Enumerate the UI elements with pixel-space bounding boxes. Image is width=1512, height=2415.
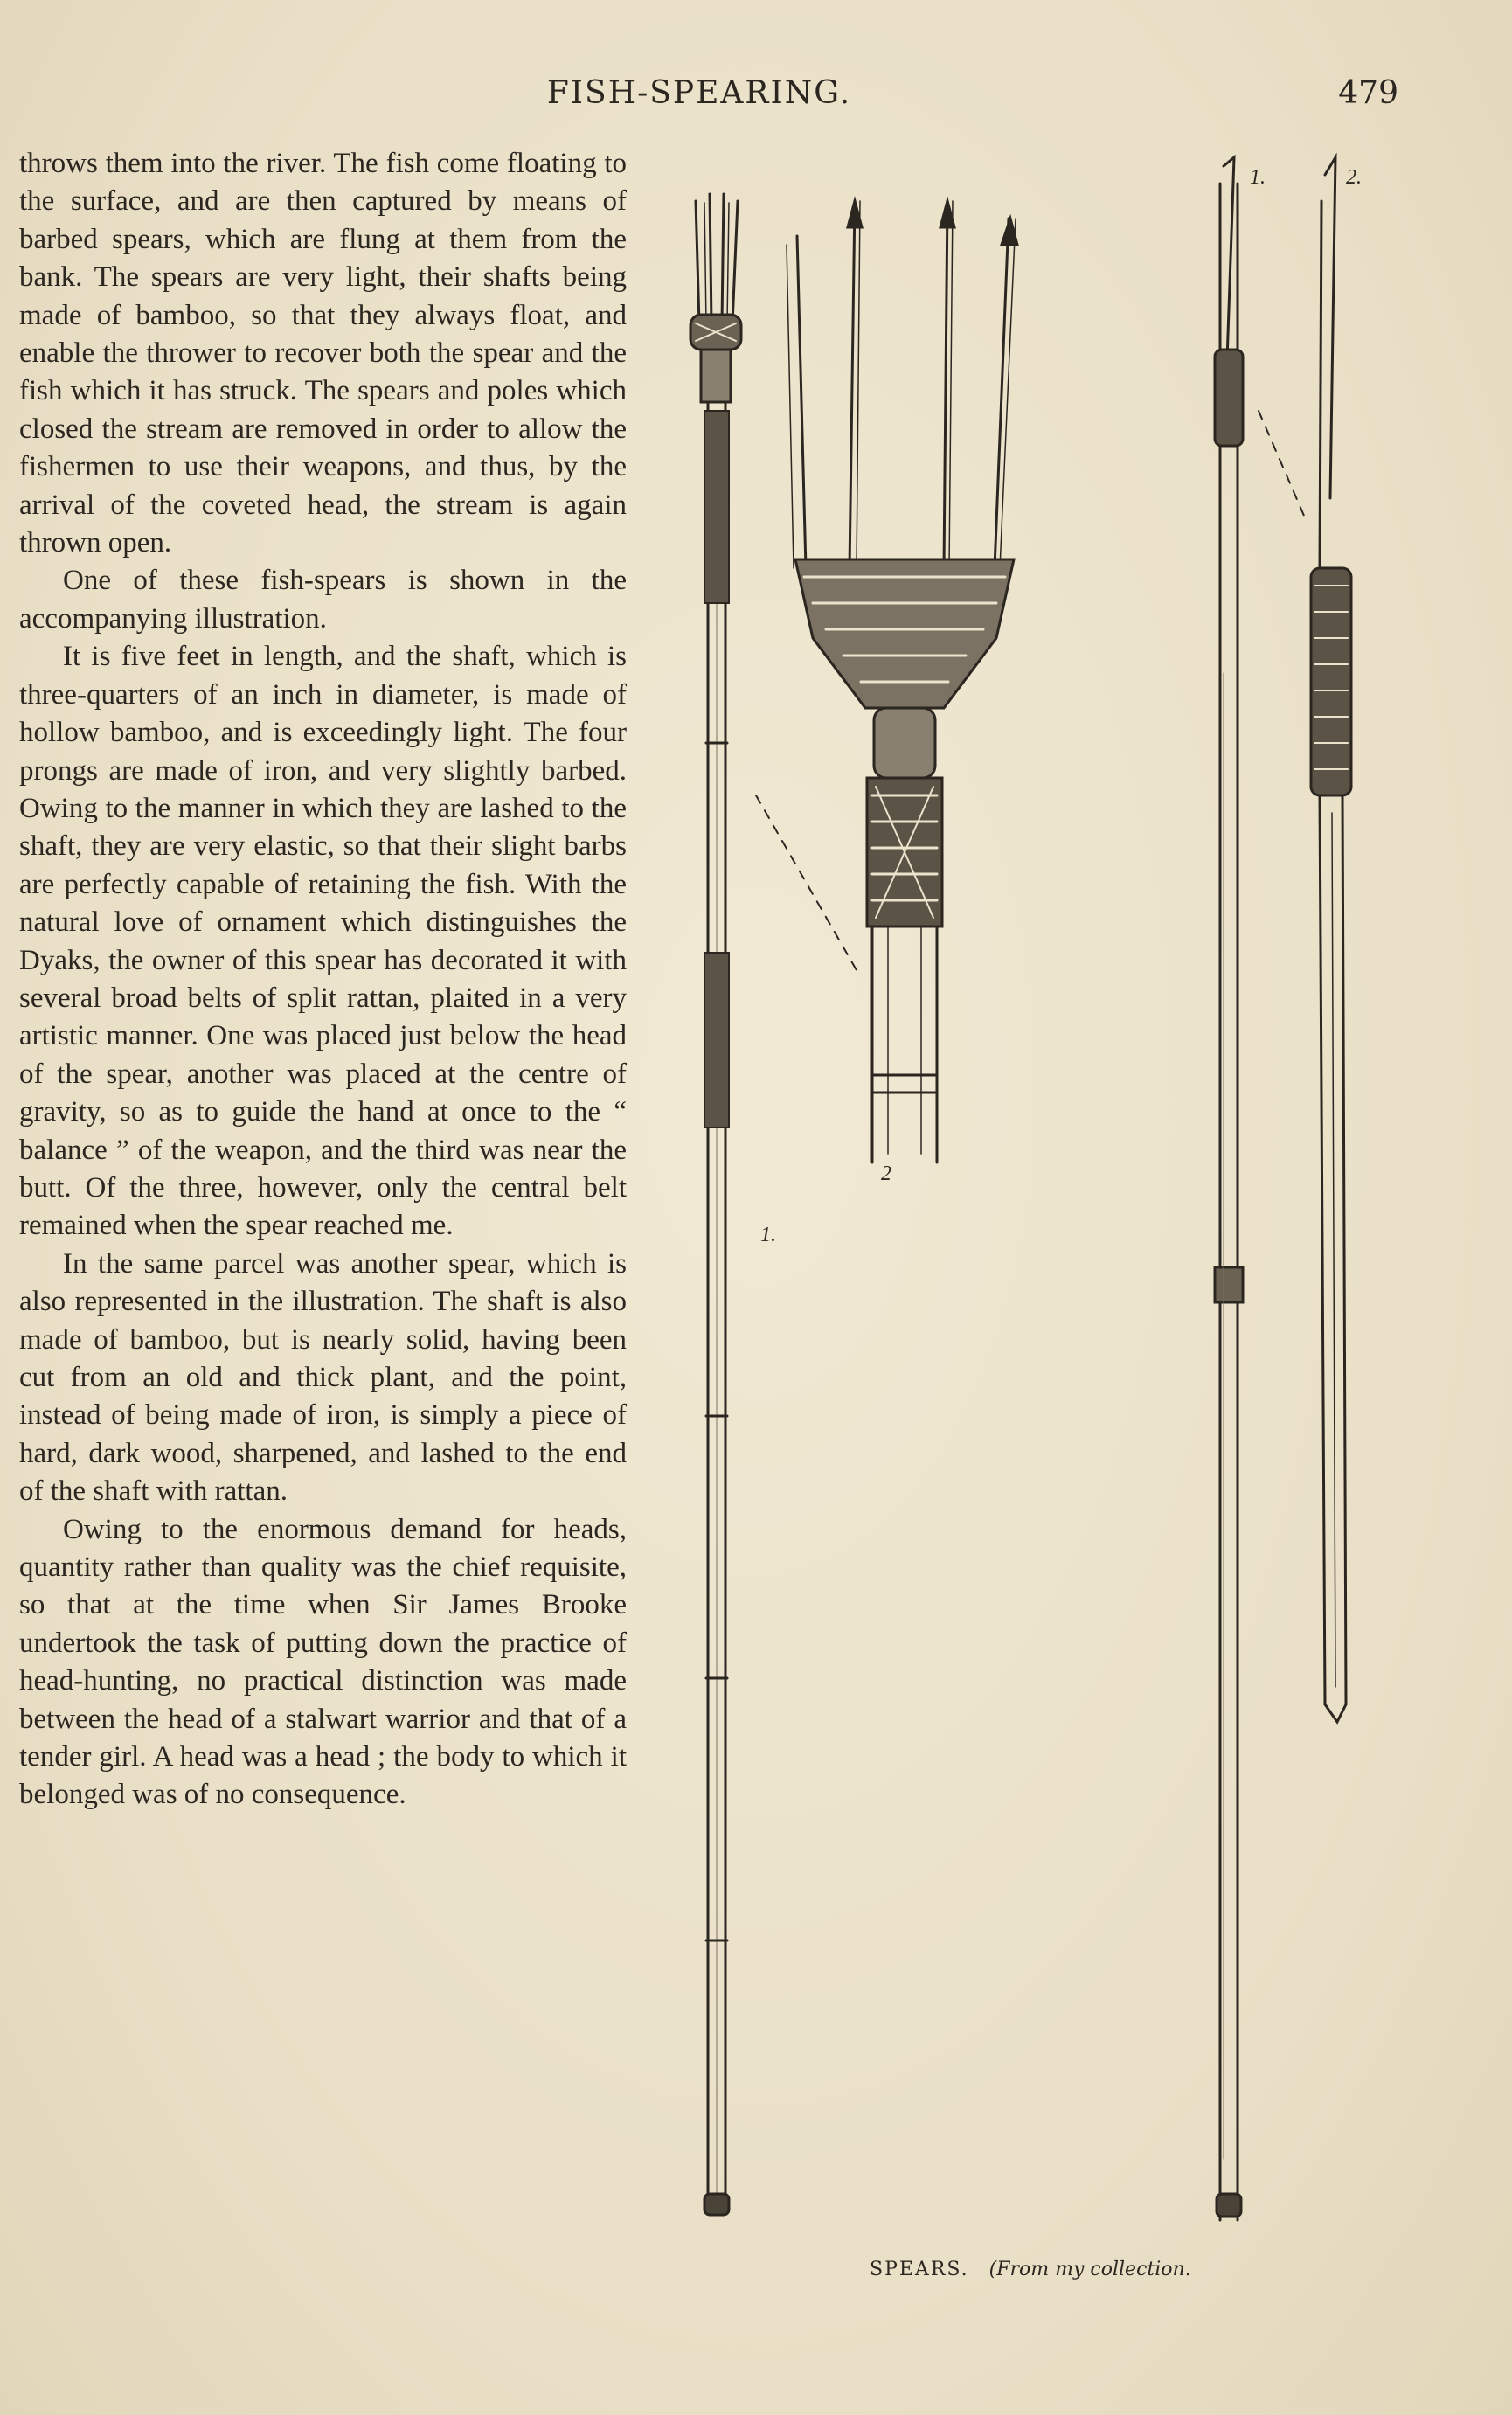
spear-2-head-detail [1259,157,1351,1722]
paragraph-2: One of these fish-spears is shown in the accompanying illustration. [19,565,627,635]
label-detail: 2 [881,1162,891,1185]
body-text-column [19,145,627,1815]
paragraph-1: throws them into the river. The fish come floating to the surface, and are then captured by means of barbed spears, which are flung at them from the bank. The spears are very light, their shafts being made of bamboo, so that they always float, and enable the thrower to recover both the spear and the fish which it has struck. The spears and poles which closed the stream are removed in order to allow the fishermen to use their weapons, and thus, by the arrival of the coveted head, the stream is again thrown open. [19,148,627,559]
spears-illustration [647,149,1433,2246]
figure-caption [870,2259,1237,2280]
label-spear-2-top: 2. [1346,166,1362,189]
label-spear-1-top: 1. [1250,166,1266,189]
label-spear-1-mid: 1. [760,1224,776,1246]
caption-note: (From my collection. [988,2259,1191,2280]
running-header: FISH-SPEARING. [546,75,852,111]
paragraph-4: In the same parcel was another spear, which is also represented in the illustration. The shaft is also made of bamboo, but is nearly solid, having been cut from an old and thick plant, and the point, instead of being made of iron, is simply a piece of hard, dark wood, sharpened, and lashed to the end of the shaft with rattan. [19,1247,627,1508]
paragraph-3: It is five feet in length, and the shaft, which is three-quarters of an inch in diameter, is made of hollow bamboo, and is exceedingly light. The four prongs are made of iron, and very slightly barbed. Owing to the manner in which they are lashed to the shaft, they are very elastic, so that their slight barbs are perfectly capable of retaining the fish. With the natural love of ornament which distinguishes the Dyaks, the owner of this spear has decorated it with several broad belts of split rattan, plaited in a very artistic manner. One was placed just below the head of the spear, another was placed at the centre of gravity, so as to guide the hand at once to the “ balance ” of the weapon, and the third was near the butt. Of the three, however, only the central belt remained when the spear reached me. [19,641,627,1242]
spear-1-head-detail [756,201,1017,1162]
spear-2-drawing [1215,157,1243,2220]
spear-1-drawing [690,194,741,2215]
paragraph-5: Owing to the enormous demand for heads, quantity rather than quality was the chief requisite, so that at the time when Sir James Brooke undertook the task of putting down the practice of head-hunting, no practical distinction was made between the head of a stalwart warrior and that of a tender girl. A head was a head ; the body to which it belonged was of no consequence. [19,1513,627,1811]
page-number: 479 [1338,75,1398,111]
caption-main: SPEARS. [870,2259,969,2280]
